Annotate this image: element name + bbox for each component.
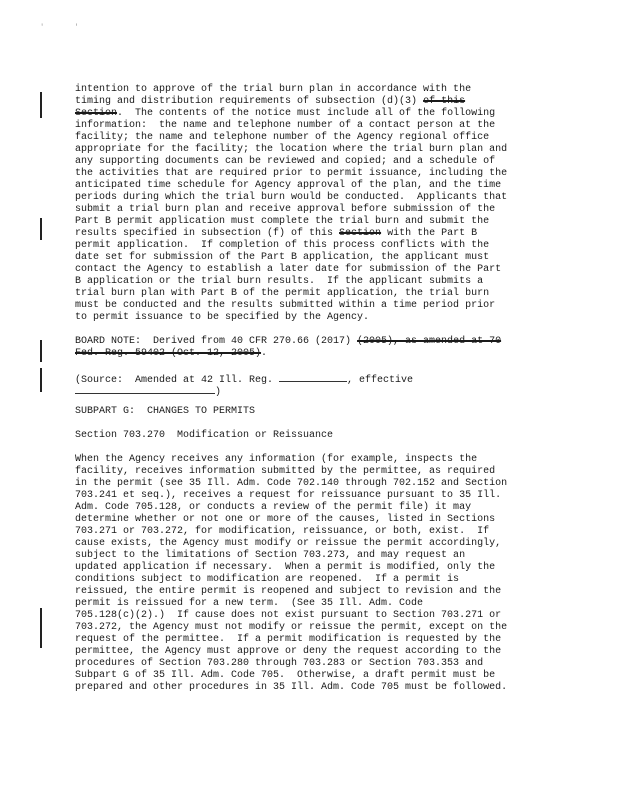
text-segment: date set for submission of the Part B application, the applicant must — [75, 252, 490, 263]
revision-bar — [40, 92, 42, 118]
deleted-text: Fed. Reg. 59402 (Oct. 12, 2005) — [75, 348, 262, 359]
paragraph-modification — [75, 454, 545, 694]
text-segment: must be conducted and the results submitted within a time period prior — [75, 300, 496, 311]
text-line — [75, 478, 545, 490]
text-line — [75, 240, 545, 252]
deleted-text: Section — [75, 108, 118, 119]
text-segment: Subpart G of 35 Ill. Adm. Code 705. Otherwise, a draft permit must be — [75, 670, 496, 681]
text-segment: timing and distribution requirements of subsection (d)(3) — [75, 96, 424, 107]
text-segment: Part B permit application must complete the trial burn and submit the — [75, 216, 490, 227]
text-line — [75, 502, 545, 514]
text-line — [75, 610, 545, 622]
text-line — [75, 120, 545, 132]
text-segment: information: the name and telephone number of a contact person at the — [75, 120, 496, 131]
text-segment: any supporting documents can be reviewed and copied; and a schedule of — [75, 156, 496, 167]
text-line — [75, 156, 545, 168]
text-segment: prepared and other procedures in 35 Ill. Adm. Code 705 must be followed. — [75, 682, 508, 693]
revision-bar — [40, 608, 42, 648]
text-line — [75, 538, 545, 550]
text-segment: permit application. If completion of this process conflicts with the — [75, 240, 490, 251]
text-line — [75, 562, 545, 574]
revision-bar — [40, 340, 42, 362]
text-line — [75, 264, 545, 276]
text-line — [75, 96, 545, 108]
text-segment: the activities that are required prior to permit issuance, including the — [75, 168, 508, 179]
text-segment: submit a trial burn plan and receive approval before submission of the — [75, 204, 496, 215]
text-segment: appropriate for the facility; the location where the trial burn plan and — [75, 144, 508, 155]
text-segment: contact the Agency to establish a later date for submission of the Part — [75, 264, 502, 275]
text-line — [75, 144, 545, 156]
text-line — [75, 514, 545, 526]
text-segment: periods during which the trial burn would be conducted. Applicants that — [75, 192, 508, 203]
text-line — [75, 252, 545, 264]
scan-specks — [40, 24, 105, 32]
text-segment: 703.241 et seq.), receives a request for reissuance pursuant to 35 Ill. — [75, 490, 502, 501]
text-segment: request of the permittee. If a permit modification is requested by the — [75, 634, 502, 645]
text-segment: facility; the name and telephone number of the Agency regional office — [75, 132, 490, 143]
text-line — [75, 168, 545, 180]
revision-bar — [40, 368, 42, 392]
source-note — [75, 372, 545, 396]
effective-date-blank — [75, 384, 215, 394]
text-segment: BOARD NOTE: Derived from 40 CFR 270.66 (2017) — [75, 336, 358, 347]
deleted-text: Section — [339, 228, 382, 239]
source-close: ) — [215, 387, 222, 398]
text-line — [75, 336, 545, 348]
text-line — [75, 490, 545, 502]
deleted-text: of this — [423, 96, 466, 107]
text-line — [75, 526, 545, 538]
board-note — [75, 336, 545, 360]
text-line — [75, 228, 545, 240]
text-segment: updated application if necessary. When a permit is modified, only the — [75, 562, 496, 573]
text-segment: subject to the limitations of Section 703.273, and may request an — [75, 550, 466, 561]
text-line — [75, 658, 545, 670]
text-line — [75, 216, 545, 228]
text-line — [75, 586, 545, 598]
text-segment: Adm. Code 705.128, or conducts a review of the permit file) it may — [75, 502, 472, 513]
text-line — [75, 192, 545, 204]
text-line — [75, 204, 545, 216]
text-segment: . The contents of the notice must include all of the following — [117, 108, 496, 119]
text-segment: . — [261, 348, 268, 359]
text-line — [75, 276, 545, 288]
text-segment: When the Agency receives any information (for example, inspects the — [75, 454, 478, 465]
section-heading: Section 703.270 Modification or Reissuance — [75, 430, 334, 441]
text-segment: to permit issuance to be specified by the Agency. — [75, 312, 370, 323]
speck: ' — [74, 24, 79, 32]
text-segment: 703.272, the Agency must not modify or reissue the permit, except on the — [75, 622, 508, 633]
text-segment: with the Part B — [381, 228, 478, 239]
text-line — [75, 312, 545, 324]
text-segment: permittee, the Agency must approve or deny the request according to the — [75, 646, 502, 657]
text-segment: facility, receives information submitted by the permittee, as required — [75, 466, 496, 477]
deleted-text: (2005), as amended at 70 — [357, 336, 502, 347]
text-line — [75, 84, 545, 96]
subpart-heading: SUBPART G: CHANGES TO PERMITS — [75, 406, 256, 417]
text-line — [75, 682, 545, 694]
text-line — [75, 348, 545, 360]
text-segment: reissued, the entire permit is reopened and subject to revision and the — [75, 586, 502, 597]
text-line — [75, 132, 545, 144]
text-segment: conditions subject to modification are reopened. If a permit is — [75, 574, 460, 585]
text-line — [75, 622, 545, 634]
text-line — [75, 300, 545, 312]
paragraph-trial-burn — [75, 84, 545, 324]
text-line — [75, 634, 545, 646]
text-segment: trial burn plan with Part B of the permit application, the trial burn — [75, 288, 490, 299]
source-effective: , effective — [347, 375, 414, 386]
revision-bar — [40, 218, 42, 240]
text-line — [75, 574, 545, 586]
text-segment: anticipated time schedule for Agency approval of the plan, and the time — [75, 180, 502, 191]
text-segment: results specified in subsection (f) of this — [75, 228, 340, 239]
text-line — [75, 466, 545, 478]
text-segment: cause exists, the Agency must modify or reissue the permit accordingly, — [75, 538, 502, 549]
text-segment: in the permit (see 35 Ill. Adm. Code 702.140 through 702.152 and Section — [75, 478, 508, 489]
text-line — [75, 646, 545, 658]
text-segment: procedures of Section 703.280 through 703.283 or Section 703.353 and — [75, 658, 484, 669]
source-text: (Source: Amended at 42 Ill. Reg. — [75, 375, 280, 386]
text-line — [75, 454, 545, 466]
text-line — [75, 670, 545, 682]
text-segment: determine whether or not one or more of the causes, listed in Sections — [75, 514, 496, 525]
text-segment: permit is reissued for a new term. (See 35 Ill. Adm. Code — [75, 598, 424, 609]
text-line — [75, 598, 545, 610]
text-segment: intention to approve of the trial burn plan in accordance with the — [75, 84, 472, 95]
text-line — [75, 108, 545, 120]
text-line — [75, 288, 545, 300]
text-segment: 705.128(c)(2).) If cause does not exist pursuant to Section 703.271 or — [75, 610, 502, 621]
text-segment: B application or the trial burn results. If the applicant submits a — [75, 276, 484, 287]
text-line — [75, 180, 545, 192]
register-blank — [279, 372, 347, 382]
text-segment: 703.271 or 703.272, for modification, reissuance, or both, exist. If — [75, 526, 490, 537]
text-line — [75, 550, 545, 562]
speck: ' — [40, 24, 45, 32]
